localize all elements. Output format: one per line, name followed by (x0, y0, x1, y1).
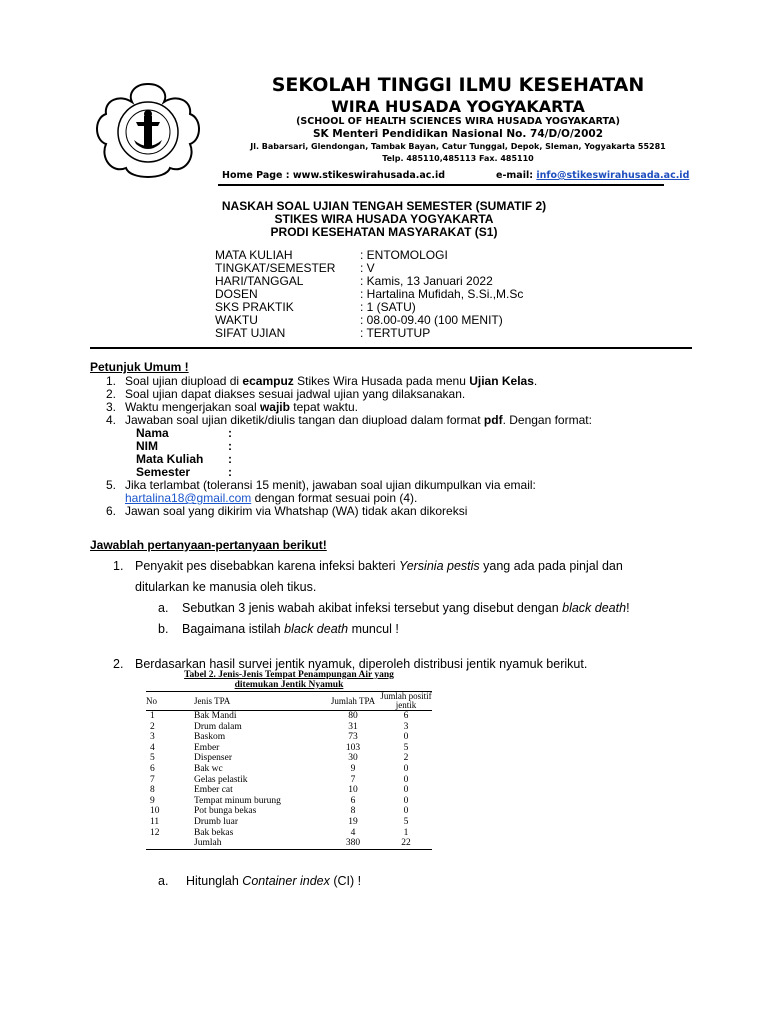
sub-letter: a. (158, 874, 169, 888)
institution-english: (SCHOOL OF HEALTH SCIENCES WIRA HUSADA YOGYAKARTA) (296, 116, 620, 127)
table-cell: 103 (345, 742, 361, 753)
table-cell: 73 (348, 732, 358, 743)
field-label: NIM (136, 439, 158, 453)
item-text: Soal ujian dapat diakses sesuai jadwal ujian yang dilaksanakan. (125, 387, 466, 401)
item-number: 2. (105, 387, 116, 401)
question-text (113, 556, 683, 577)
text-italic: Container index (242, 874, 330, 888)
table-cell: 4 (150, 742, 155, 753)
table-cell: Gelas pelastik (194, 774, 248, 785)
table-cell: 1 (403, 827, 409, 838)
text-italic: black death (284, 622, 349, 636)
table-cell: 0 (403, 806, 409, 817)
table-cell: 30 (348, 753, 358, 764)
text-run: ! (626, 601, 630, 615)
item-text: Jawan soal yang dikirim via Whatshap (WA) tidak akan dikoreksi (125, 504, 468, 518)
exam-program: PRODI KESEHATAN MASYARAKAT (S1) (270, 225, 498, 239)
item-text (125, 414, 690, 427)
info-value: : Kamis, 13 Januari 2022 (360, 274, 493, 288)
text-bold: wajib (259, 400, 290, 414)
text-run: yang ada pada pinjal dan (479, 559, 623, 573)
table-cell: 0 (403, 763, 409, 774)
info-value: : Hartalina Mufidah, S.Si.,M.Sc (360, 287, 524, 301)
section-divider (90, 347, 692, 349)
text-italic: black death (562, 601, 627, 615)
exam-school: STIKES WIRA HUSADA YOGYAKARTA (274, 212, 494, 226)
field-colon: : (228, 439, 232, 453)
table-cell: 4 (350, 827, 356, 838)
table-cell: Ember cat (194, 785, 233, 796)
item-number: 4. (105, 413, 116, 427)
info-key: SKS PRAKTIK (215, 300, 294, 314)
header-cell: Jenis TPA (174, 692, 326, 711)
table-cell: 6 (350, 795, 356, 806)
sub-question-a (158, 598, 683, 619)
header-cell: Jumlah TPA (326, 692, 380, 711)
info-row (215, 327, 523, 340)
format-fields (136, 427, 690, 479)
email-label: e-mail: (496, 170, 534, 181)
table-row (146, 722, 432, 733)
text-run: Jawaban soal ujian diketik/diulis tangan dan diupload dalam format (125, 413, 484, 427)
table-cell: 19 (348, 816, 358, 827)
table-caption: Tabel 2. Jenis-Jenis Tempat Penampungan Air yang (184, 670, 394, 680)
table-cell: 8 (350, 806, 356, 817)
header-cell: Jumlah positif jentik (380, 691, 432, 710)
table-cell: Bak wc (194, 763, 223, 774)
item-number: 6. (105, 504, 116, 518)
text-run: Soal ujian diupload di (125, 374, 243, 388)
table-cell: 0 (403, 732, 409, 743)
exam-title: NASKAH SOAL UJIAN TENGAH SEMESTER (SUMATIF 2) (221, 199, 547, 213)
item-text (125, 479, 690, 505)
table-cell: 9 (350, 763, 356, 774)
email-line (496, 170, 689, 181)
text-bold: ecampuz (242, 374, 294, 388)
table-cell: Pot bunga bekas (194, 806, 257, 817)
table-cell: 12 (150, 827, 160, 838)
table-row (146, 775, 432, 786)
table-cell: 0 (403, 795, 409, 806)
list-item (90, 479, 690, 505)
table-cell: 2 (150, 721, 155, 732)
general-instructions-list (90, 375, 690, 518)
table-cell: 380 (326, 838, 380, 849)
text-run: (CI) ! (329, 874, 362, 888)
question-text: Berdasarkan hasil survei jentik nyamuk, diperoleh distribusi jentik nyamuk berikut. (135, 657, 588, 671)
table-row (146, 753, 432, 764)
institution-name: WIRA HUSADA YOGYAKARTA (331, 97, 585, 116)
table-cell: 6 (403, 711, 409, 721)
table-cell: 5 (403, 816, 409, 827)
table-cell: Ember (194, 742, 220, 753)
text-run: tepat waktu. (289, 400, 359, 414)
sub-question-b (158, 619, 683, 640)
table-cell: 5 (403, 742, 409, 753)
sub-question-2a (158, 874, 361, 888)
text-run: . (533, 374, 538, 388)
info-value: : 1 (SATU) (360, 300, 416, 314)
field-label: Mata Kuliah (136, 452, 204, 466)
sub-text (182, 598, 630, 619)
question-number: 2. (113, 657, 124, 671)
field-label: Nama (136, 426, 169, 440)
table-cell: 80 (348, 711, 358, 721)
info-value: : TERTUTUP (360, 326, 431, 340)
text-run: muncul ! (348, 622, 399, 636)
institution-decree: SK Menteri Pendidikan Nasional No. 74/D/O/2002 (312, 128, 604, 140)
info-key: HARI/TANGGAL (215, 274, 304, 288)
table-cell: 22 (380, 838, 432, 849)
field-colon: : (228, 426, 232, 440)
table-cell: 3 (403, 721, 409, 732)
table-cell: 2 (403, 753, 409, 764)
table-row (146, 796, 432, 807)
table-cell: 9 (150, 795, 155, 806)
info-key: DOSEN (215, 287, 258, 301)
lecturer-email-link[interactable]: hartalina18@gmail.com (125, 491, 252, 505)
text-run: Bagaimana istilah (182, 622, 285, 636)
table-cell: 0 (403, 785, 409, 796)
table-caption-cont: ditemukan Jentik Nyamuk (234, 680, 344, 690)
field-label: Semester (136, 465, 191, 479)
format-field (136, 427, 690, 440)
text-italic: Yersinia pestis (399, 559, 480, 573)
table-row (146, 732, 432, 743)
header-cell: No (146, 692, 174, 711)
text-run: Stikes Wira Husada pada menu (293, 374, 470, 388)
text-run: Penyakit pes disebabkan karena infeksi bakteri (135, 559, 400, 573)
table-cell: Baskom (194, 732, 226, 743)
letterhead-divider (218, 184, 664, 186)
table-cell: 6 (150, 763, 155, 774)
field-colon: : (228, 452, 232, 466)
table-row (146, 817, 432, 828)
email-link[interactable]: info@stikeswirahusada.ac.id (536, 170, 690, 181)
homepage-text: Home Page : www.stikeswirahusada.ac.id (222, 170, 446, 181)
sub-text (182, 619, 399, 640)
table-cell: Bak bekas (194, 827, 234, 838)
info-key: TINGKAT/SEMESTER (215, 261, 336, 275)
table-row (146, 785, 432, 796)
table-body (146, 711, 432, 850)
table-row (146, 828, 432, 839)
text-bold: Ujian Kelas (469, 374, 534, 388)
info-value: : 08.00-09.40 (100 MENIT) (360, 313, 503, 327)
table-row (146, 838, 432, 849)
text-bold: pdf (483, 413, 503, 427)
sub-letter: b. (158, 622, 169, 636)
text-run: Jika terlambat (toleransi 15 menit), jawaban soal ujian dikumpulkan via email: (125, 478, 536, 492)
item-number: 3. (105, 400, 116, 414)
table-cell: 7 (150, 774, 155, 785)
text-run: . Dengan format: (502, 413, 592, 427)
info-key: WAKTU (215, 313, 258, 327)
item-number: 5. (105, 478, 116, 492)
table-cell: 11 (150, 816, 160, 827)
table-cell: 10 (348, 785, 358, 796)
table-cell: Tempat minum burung (194, 795, 281, 806)
table-cell: 1 (150, 711, 155, 721)
info-key: MATA KULIAH (215, 248, 293, 262)
info-value: : V (360, 261, 375, 275)
item-number: 1. (105, 374, 116, 388)
text-run: dengan format sesuai poin (4). (251, 491, 418, 505)
table-cell: Jumlah (174, 838, 326, 849)
table-row (146, 743, 432, 754)
text-run: Hitunglah (186, 874, 243, 888)
table-cell: 7 (350, 774, 356, 785)
question-1 (113, 556, 683, 640)
question-number: 1. (113, 559, 124, 573)
institution-address: Jl. Babarsari, Glendongan, Tambak Bayan, Catur Tunggal, Depok, Sleman, Yogyakarta 55281 (250, 142, 666, 151)
data-table (146, 691, 432, 850)
format-field (136, 440, 690, 453)
exam-info (215, 249, 523, 340)
table-row (146, 764, 432, 775)
general-instructions-heading: Petunjuk Umum ! (90, 360, 189, 374)
info-key: SIFAT UJIAN (215, 326, 286, 340)
text-run: Sebutkan 3 jenis wabah akibat infeksi tersebut yang disebut dengan (182, 601, 563, 615)
list-item (90, 414, 690, 427)
table-header-row (146, 692, 432, 711)
question-text-cont: ditularkan ke manusia oleh tikus. (135, 580, 317, 594)
table-cell: Bak Mandi (194, 711, 237, 721)
table-cell: 8 (150, 785, 155, 796)
table-cell: 10 (150, 806, 160, 817)
table-cell: 31 (348, 721, 358, 732)
list-item (90, 505, 690, 518)
table-cell: Drumb luar (194, 816, 239, 827)
table-cell: 0 (403, 774, 409, 785)
institution-title: SEKOLAH TINGGI ILMU KESEHATAN (271, 74, 645, 96)
table-cell: Dispenser (194, 753, 232, 764)
table-row (146, 711, 432, 722)
table-cell: Drum dalam (194, 721, 242, 732)
questions-heading: Jawablah pertanyaan-pertanyaan berikut! (90, 538, 327, 552)
format-field (136, 453, 690, 466)
institution-phone: Telp. 485110,485113 Fax. 485110 (382, 154, 534, 163)
table-cell: 5 (150, 753, 155, 764)
tpa-table (146, 670, 432, 850)
table-cell: 3 (150, 732, 155, 743)
table-row (146, 806, 432, 817)
text-run: Waktu mengerjakan soal (125, 400, 260, 414)
field-colon: : (228, 465, 232, 479)
info-value: : ENTOMOLOGI (360, 248, 448, 262)
table-cell (146, 838, 174, 849)
sub-letter: a. (158, 601, 169, 615)
